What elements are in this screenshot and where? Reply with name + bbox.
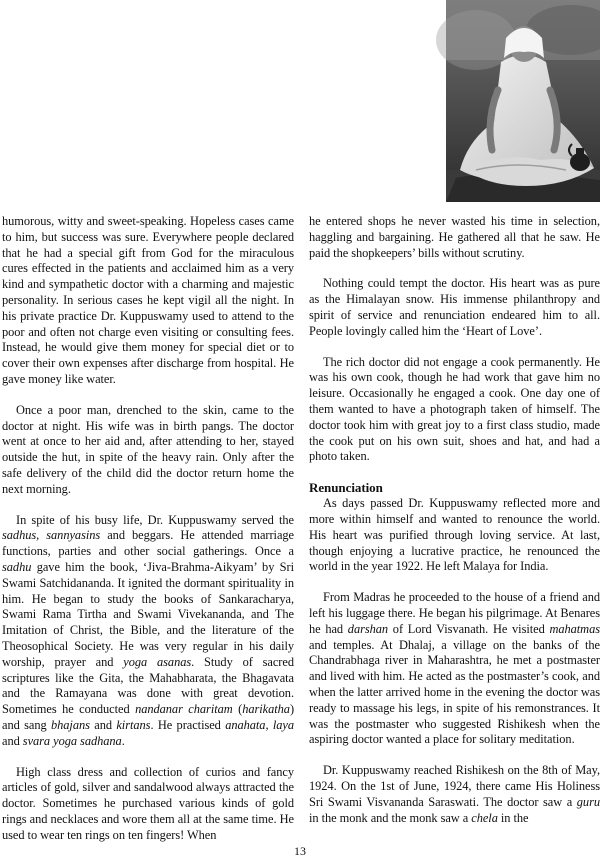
- paragraph: Nothing could tempt the doctor. His heart was as pure as the Himalayan snow. His immense philanthropy and spirit of service and renunciation endeared him to all. People lovingly called him the ‘Heart of Love’.: [309, 276, 600, 338]
- text-run: in the monk and the monk saw a: [309, 810, 472, 825]
- text-run: In spite of his busy life, Dr. Kuppuswamy served the: [16, 512, 294, 527]
- text-run: (: [232, 702, 243, 717]
- text-run: of Lord Visvanath. He visited: [388, 621, 550, 636]
- text-run: From Madras he proceeded to the house of a friend and left his luggage there. He began his pilgrimage. At Benares he had: [309, 590, 600, 636]
- text-run: . He practised: [150, 717, 226, 732]
- italic-term: bhajans: [50, 717, 90, 732]
- text-run: and: [2, 733, 23, 748]
- paragraph: [309, 763, 600, 826]
- portrait-image: [446, 0, 600, 202]
- paragraph: The rich doctor did not engage a cook permanently. He was his own cook, though he had work that gave him no leisure. Occasionally he engaged a cook. One day one of them wanted to have a photograph taken of himself. The doctor took him with great joy to a first class studio, made the cook put on his own suit, shoes and hat, and had a photo taken.: [309, 354, 600, 464]
- section-heading: Renunciation: [309, 480, 383, 496]
- paragraph: [2, 513, 294, 750]
- italic-term: chela: [471, 810, 498, 825]
- paragraph: Once a poor man, drenched to the skin, came to the doctor at night. His wife was in birth pangs. The doctor went at once to her aid and, after attending to her, stayed outside the hut, in spite of the heavy rain. Only after the safe delivery of the child did the doctor return home the next morning.: [2, 402, 294, 496]
- italic-term: sadhu: [2, 559, 32, 574]
- italic-term: yoga asanas: [123, 654, 192, 669]
- paragraph: High class dress and collection of curios and fancy articles of gold, silver and sandalwood always attracted the doctor. Sometimes he purchased various kinds of gold rings and necklaces and wore them all at the same time. He used to wear ten rings on ten fingers! When: [2, 764, 294, 842]
- text-run: and beggars. He attended marriage functions, parties and other social gatherings. Once a: [2, 528, 294, 559]
- text-run: . Study of sacred scriptures like the Gita, the Mahabharata, the Bhagavata and the Ramayana was done with great devotion. Sometimes he conducted: [2, 654, 294, 717]
- paragraph: As days passed Dr. Kuppuswamy reflected more and more within himself and wanted to renounce the world. His heart was purified through loving service. At last, though enjoying a lucrative practice, he renounced the world in the year 1922. He left Malaya for India.: [309, 496, 600, 574]
- italic-term: harikatha: [242, 702, 290, 717]
- italic-term: svara yoga sadhana: [22, 733, 122, 748]
- italic-term: darshan: [347, 621, 389, 636]
- paragraph: he entered shops he never wasted his time in selection, haggling and bargaining. He gathered all that he saw. He paid the shopkeepers’ bills without scrutiny.: [309, 214, 600, 260]
- right-column: [309, 214, 600, 834]
- italic-term: guru: [576, 794, 600, 809]
- left-column: [2, 214, 295, 842]
- italic-term: sannyasins: [46, 528, 101, 543]
- text-run: and: [89, 717, 117, 732]
- italic-term: sadhus: [2, 528, 37, 543]
- text-run: and temples. At Dhalaj, a village on the banks of the Chandrabhaga river in Maharashtra, he met a postmaster and lived with him. He acted as the postmaster’s cook, and when the latter arrived home in the evening the doctor was ready to massage his legs, in spite of his remonstrances. It was the postmaster who suggested Rishikesh when the aspiring doctor wanted a place for solitary meditation.: [309, 637, 600, 747]
- text-run: .: [121, 733, 125, 748]
- text-run: Dr. Kuppuswamy reached Rishikesh on the 8th of May, 1924. On the 1st of June, 1924, there came His Holiness Sri Swami Visvananda Saraswati. The doctor saw a: [309, 763, 600, 809]
- text-run: ,: [36, 528, 47, 543]
- paragraph: [309, 590, 600, 748]
- text-run: gave him the book, ‘Jiva-Brahma-Aikyam’ by Sri Swami Satchidananda. It ignited the dormant spirituality in him. He began to study the books of Sankaracharya, Swami Rama Tirtha and Swami Vivekananda, and The Imitation of Christ, the Bible, and the literature of the Theosophical Society. He was very regular in his daily worship, prayer and: [2, 559, 294, 669]
- italic-term: anahata, laya: [225, 717, 294, 732]
- italic-term: nandanar charitam: [135, 702, 233, 717]
- text-run: in the: [497, 810, 529, 825]
- paragraph: humorous, witty and sweet-speaking. Hopeless cases came to him, but success was sure. Everywhere people declared that he had a special gift from God for the miraculous cures effected in the patients and acclaimed him as a very kind and sympathetic doctor with a charming and majestic personality. In serious cases he kept vigil all the night. In his private practice Dr. Kuppuswamy used to attend to the poor and often not charge even visiting or consulting fees. Instead, he would give them money for special diet or to cover their own expenses after discharge from hospital. He gave money like water.: [2, 214, 294, 386]
- page-number: 13: [294, 844, 306, 858]
- portrait-photo: [446, 0, 600, 202]
- text-run: ) and sang: [2, 702, 295, 732]
- italic-term: mahatmas: [549, 621, 600, 636]
- italic-term: kirtans: [116, 717, 151, 732]
